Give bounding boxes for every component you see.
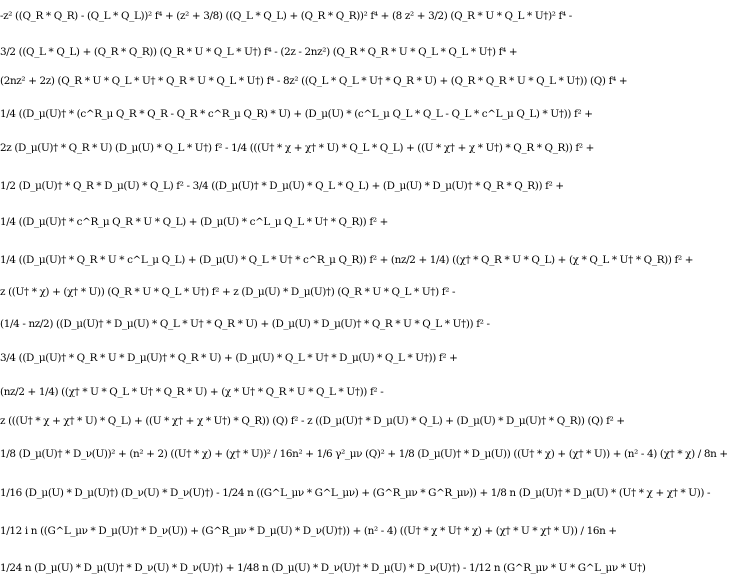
formula-line-14: 1/8 (D_μ(U)† * D_ν(U))² + (n² + 2) ((U† * χ) + (χ† * U))² / 16n² + 1/6 γ²_μν (Q)² + 1/8 (D_μ(U)† * D_μ(U)) ((U† * χ) + (χ† * U)) + (n² - 4) (χ† * χ) / 8n + bbox=[0, 448, 728, 460]
formula-line-4: 1/4 ((D_μ(U)† * (c^R_μ Q_R * Q_R - Q_R * c^R_μ Q_R) * U) + (D_μ(U) * (c^L_μ Q_L * Q_L - Q_L * c^L_μ Q_L) * U†)) f² + bbox=[0, 108, 593, 120]
formula-line-11: 3/4 ((D_μ(U)† * Q_R * U * D_μ(U)† * Q_R * U) + (D_μ(U) * Q_L * U† * D_μ(U) * Q_L * U†)) f² + bbox=[0, 352, 458, 364]
formula-line-2: 3/2 ((Q_L * Q_L) + (Q_R * Q_R)) (Q_R * U * Q_L * U†) f⁴ - (2z - 2nz²) (Q_R * Q_R * U * Q_L * Q_L * U†) f⁴ + bbox=[0, 46, 518, 58]
formula-line-15: 1/16 (D_μ(U) * D_μ(U)†) (D_ν(U) * D_ν(U)†) - 1/24 n ((G^L_μν * G^L_μν) + (G^R_μν * G^R_μν)) + 1/8 n (D_μ(U)† * D_μ(U) * (U† * χ + χ† * U)) - bbox=[0, 487, 711, 499]
formula-line-8: 1/4 ((D_μ(U)† * Q_R * U * c^L_μ Q_L) + (D_μ(U) * Q_L * U† * c^R_μ Q_R)) f² + (nz/2 + 1/4) ((χ† * Q_R * U * Q_L) + (χ * Q_L * U† * Q_R)) f² + bbox=[0, 254, 694, 266]
formula-line-16: 1/12 i n ((G^L_μν * D_μ(U)† * D_ν(U)) + (G^R_μν * D_μ(U) * D_ν(U)†)) + (n² - 4) ((U† * χ * U† * χ) + (χ† * U * χ† * U)) / 16n + bbox=[0, 525, 617, 537]
formula-line-6: 1/2 (D_μ(U)† * Q_R * D_μ(U) * Q_L) f² - 3/4 ((D_μ(U)† * D_μ(U) * Q_L * Q_L) + (D_μ(U) * D_μ(U)† * Q_R * Q_R)) f² + bbox=[0, 180, 564, 192]
formula-line-12: (nz/2 + 1/4) ((χ† * U * Q_L * U† * Q_R * U) + (χ * U† * Q_R * U * Q_L * U†)) f² - bbox=[0, 386, 384, 398]
formula-line-17: 1/24 n (D_μ(U) * D_μ(U)† * D_ν(U) * D_ν(U)†) + 1/48 n (D_μ(U) * D_ν(U)† * D_μ(U) * D_ν(U)†) - 1/12 n (G^R_μν * U * G^L_μν * U†) bbox=[0, 562, 646, 574]
formula-line-1: -z² ((Q_R * Q_R) - (Q_L * Q_L))² f⁴ + (z² + 3/8) ((Q_L * Q_L) + (Q_R * Q_R))² f⁴ + (8 z² + 3/2) (Q_R * U * Q_L * U†)² f⁴ - bbox=[0, 10, 572, 22]
formula-line-3: (2nz² + 2z) (Q_R * U * Q_L * U† * Q_R * U * Q_L * U†) f⁴ - 8z² ((Q_L * Q_L * U† * Q_R * U) + (Q_R * Q_R * U * Q_L * U†)) (Q) f⁴ + bbox=[0, 75, 628, 87]
formula-line-5: 2z (D_μ(U)† * Q_R * U) (D_μ(U) * Q_L * U†) f² - 1/4 (((U† * χ + χ† * U) * Q_L * Q_L) + ((U * χ† + χ * U†) * Q_R * Q_R)) f² + bbox=[0, 142, 595, 154]
formula-line-7: 1/4 ((D_μ(U)† * c^R_μ Q_R * U * Q_L) + (D_μ(U) * c^L_μ Q_L * U† * Q_R)) f² + bbox=[0, 216, 388, 228]
formula-line-13: z (((U† * χ + χ† * U) * Q_L) + ((U * χ† + χ * U†) * Q_R)) (Q) f² - z ((D_μ(U)† * D_μ(U) * Q_L) + (D_μ(U) * D_μ(U)† * Q_R)) (Q) f² + bbox=[0, 415, 625, 427]
formula-line-10: (1/4 - nz/2) ((D_μ(U)† * D_μ(U) * Q_L * U† * Q_R * U) + (D_μ(U) * D_μ(U)† * Q_R * U * Q_L * U†)) f² - bbox=[0, 318, 490, 330]
formula-line-9: z ((U† * χ) + (χ† * U)) (Q_R * U * Q_L * U†) f² + z (D_μ(U) * D_μ(U)†) (Q_R * U * Q_L * U†) f² - bbox=[0, 286, 456, 298]
